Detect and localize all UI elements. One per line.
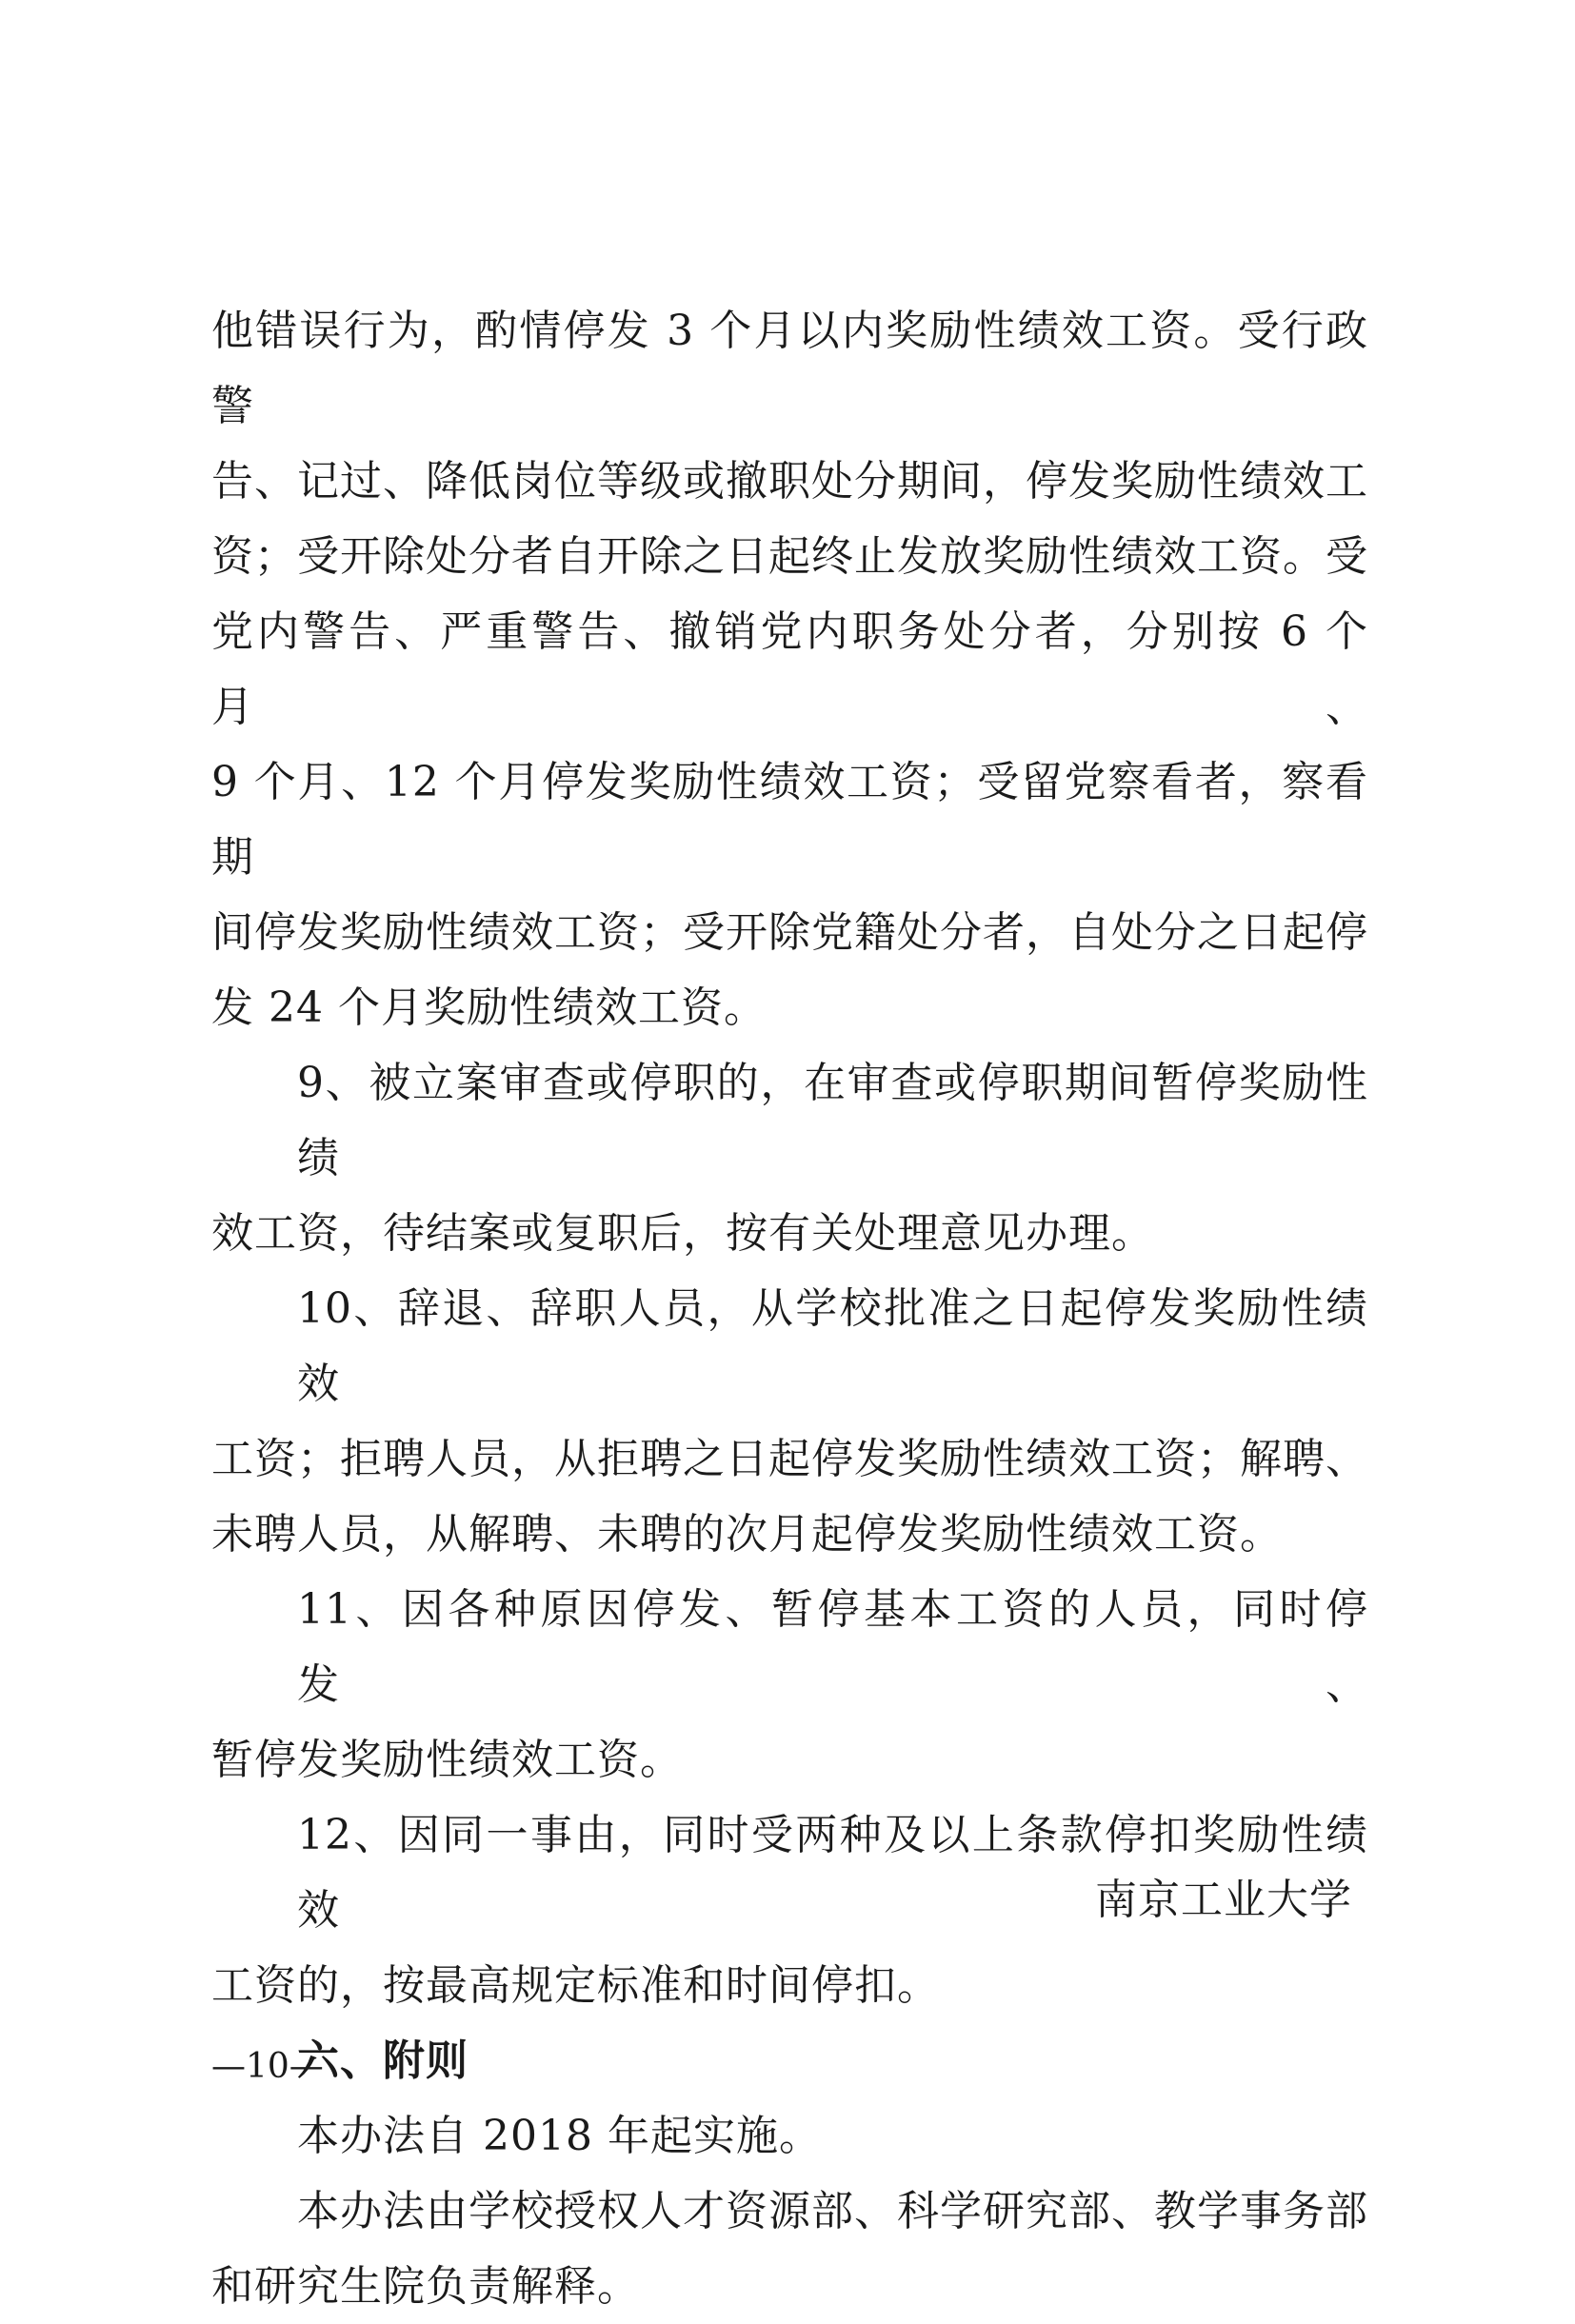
- text-line: 未聘人员，从解聘、未聘的次月起停发奖励性绩效工资。: [211, 1510, 1283, 1559]
- text-line: 间停发奖励性绩效工资；受开除党籍处分者，自处分之日起停: [211, 908, 1368, 957]
- text-line: 本办法自 2018 年起实施。: [297, 2112, 822, 2160]
- paragraph-item-9: [211, 1045, 1368, 1271]
- text-line: 暂停发奖励性绩效工资。: [211, 1736, 683, 1784]
- paragraph-item-11: [211, 1572, 1368, 1798]
- text-line: 11、因各种原因停发、暂停基本工资的人员，同时停发、: [297, 1585, 1368, 1709]
- section-heading: 六、附则: [297, 2036, 469, 2085]
- text-line: 12、因同一事由，同时受两种及以上条款停扣奖励性绩效: [297, 1811, 1368, 1935]
- signature-organization: 南京工业大学: [1095, 1876, 1352, 1924]
- text-line: 资；受开除处分者自开除之日起终止发放奖励性绩效工资。受: [211, 532, 1368, 581]
- text-line: 9、被立案审查或停职的，在审查或停职期间暂停奖励性绩: [297, 1059, 1368, 1182]
- text-line: 工资的，按最高规定标准和时间停扣。: [211, 1961, 940, 2010]
- text-line: 他错误行为，酌情停发 3 个月以内奖励性绩效工资。受行政警: [211, 307, 1368, 430]
- paragraph-item-10: [211, 1271, 1368, 1572]
- page-number: —10—: [211, 2047, 324, 2086]
- text-line: 工资；拒聘人员，从拒聘之日起停发奖励性绩效工资；解聘、: [211, 1435, 1368, 1483]
- paragraph-effective-date: [211, 2098, 1368, 2174]
- text-line: 和研究生院负责解释。: [211, 2262, 640, 2311]
- text-line: 发 24 个月奖励性绩效工资。: [211, 983, 767, 1032]
- text-line: 本办法由学校授权人才资源部、科学研究部、教学事务部: [297, 2187, 1368, 2235]
- paragraph-interpretation: [211, 2174, 1368, 2324]
- text-line: 效工资，待结案或复职后，按有关处理意见办理。: [211, 1209, 1154, 1258]
- text-line: 9 个月、12 个月停发奖励性绩效工资；受留党察看者，察看期: [211, 758, 1368, 882]
- paragraph-penalty-continuation: [211, 293, 1368, 1045]
- body-text: [211, 293, 1368, 2324]
- text-line: 10、辞退、辞职人员，从学校批准之日起停发奖励性绩效: [297, 1284, 1368, 1408]
- text-line: 告、记过、降低岗位等级或撤职处分期间，停发奖励性绩效工: [211, 457, 1368, 506]
- text-line: 党内警告、严重警告、撤销党内职务处分者，分别按 6 个月、: [211, 607, 1368, 731]
